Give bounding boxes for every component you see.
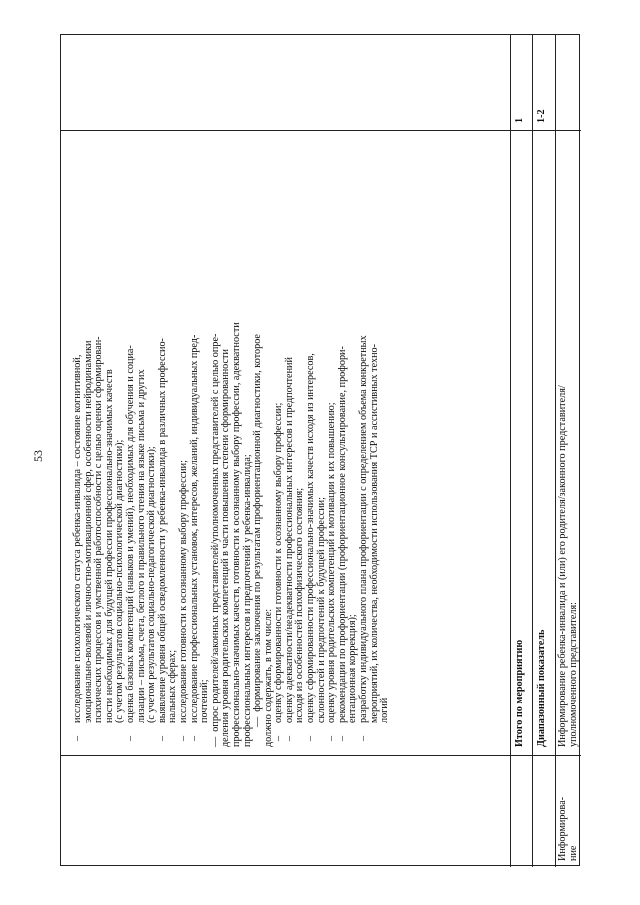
sub-item-line: логий [379,697,391,723]
item-line: исследование готовности к осознанному выбору профессии; [177,460,189,723]
info-line: Информирование ребенка-инвалида и (или) его родителя/законного представителя/ [557,385,568,747]
conclusion-line: должно содержать, в том числе: [262,608,274,747]
sub-item-line: оценку уровня родительских компетенций и мотивации к их повышению; [326,402,338,723]
item-line: исследование психологического статуса ребенка-инвалида – состояние когнитивной, [72,354,83,723]
dash-marker: – [156,735,168,741]
dash-marker: – [72,735,83,741]
total-label: Итого по мероприятию [514,639,525,747]
dash-marker: – [326,735,338,741]
dash-marker: — [209,736,221,747]
parent-survey [211,322,222,747]
sub-item-line: оценку сформированности профессионально-значимых качеств исходя из интересов, [305,353,317,723]
item-line: оценка базовых компетенций (навыков и умений), необходимых для обучения и социа- [124,345,136,723]
sub-item-line: ентационная коррекция); [347,614,359,723]
range-label: Диапазонный показатель [536,629,547,747]
dash-marker: – [124,735,136,741]
item-line: почтений; [199,679,211,723]
dash-marker: – [188,735,200,741]
sub-item-line: исходя из особенностей психофизического состояния; [294,487,306,723]
dash-marker: – [177,735,189,741]
item-4 [179,322,190,747]
col-divider-3 [555,35,556,867]
main-content [73,322,391,747]
item-line: эмоционально-волевой и личностно-мотивационной сфер, особенности нейродинамики [82,340,94,723]
page-number: 53 [31,450,45,462]
sub-item-line: рекомендации по профориентации (профориентационное консультирование, профори- [336,346,348,723]
item-line: (с учетом результатов социально-психологической диагностики); [114,439,126,723]
sub-item-5 [338,322,359,747]
parent-survey-line: профессиональных интересов и предпочтений у ребенка-инвалида; [241,454,253,747]
dash-marker: – [283,735,295,741]
item-3 [158,322,179,747]
info-line: уполномоченного представителя: [567,602,579,747]
parent-survey-cont [221,322,253,747]
sub-item-line: склонностей и предпочтений к будущей профессии; [315,497,327,723]
conclusion-text: формирование заключения по результатам профориентационной диагностики, которое [252,334,264,712]
dash-marker: – [273,735,285,741]
sub-item-6 [359,322,391,747]
row-divider-right [61,130,581,131]
sub-item-line: оценку адекватности/неадекватности профессиональных интересов и предпочтений [283,357,295,723]
col-divider-1 [510,35,511,867]
item-2 [126,322,158,747]
sub-item-line: мероприятий, их количества, необходимости использования ТСР и ассистивных техно- [368,343,380,723]
item-1 [73,322,126,747]
dash-marker: – [336,735,348,741]
row-divider-left [61,755,581,756]
dash-marker: – [305,735,317,741]
info-col1-line: Информирова- [557,796,568,861]
sub-item-line: разработку индивидуального плана профориентации с определением объема конкретных [358,335,370,723]
item-line: ности необходимых для будущей профессии профессионально-значимых качеств [103,369,115,723]
parent-survey-line: деления уровня родительских компетенций в части повышения степени сформированности [220,349,232,747]
dash-marker: – [358,735,370,741]
item-line: психических процессов и умственной работоспособности с целью оценки сформирован- [93,336,105,723]
page-number-wrap [33,440,53,460]
item-line: лизации – письма, счета, беглого и правильного чтения на языке письма и других [135,369,147,723]
sub-item-3 [306,322,327,747]
item-line: выявление уровня общей осведомленности у ребенка-инвалида в различных профессио- [156,338,168,723]
total-value: 1 [514,117,525,123]
parent-survey-text: опрос родителей/законных представителей/уполномоченных представителей с целью опре- [209,333,221,732]
info-col1-line: ние [567,845,579,861]
info-content [558,385,579,747]
sub-item-2 [285,322,306,747]
info-col1-label [558,797,579,861]
dash-marker: — [252,716,264,727]
table [60,34,580,866]
range-value: 1-2 [536,109,547,123]
item-5 [190,322,211,747]
sub-item-line: оценку сформированности готовности к осознанному выбору профессии; [273,402,285,723]
parent-survey-line-1 [209,322,222,747]
item-line: исследование профессиональных установок, интересов, желаний, индивидуальных пред- [188,334,200,723]
parent-survey-line: профессионально-значимых качеств, готовности к осознанному выбору профессии, адекватности [230,322,242,747]
item-line: (с учетом результатов социально-педагогической диагностики); [146,446,158,723]
col-divider-2 [532,35,533,867]
item-line: нальных сферах; [167,649,179,723]
